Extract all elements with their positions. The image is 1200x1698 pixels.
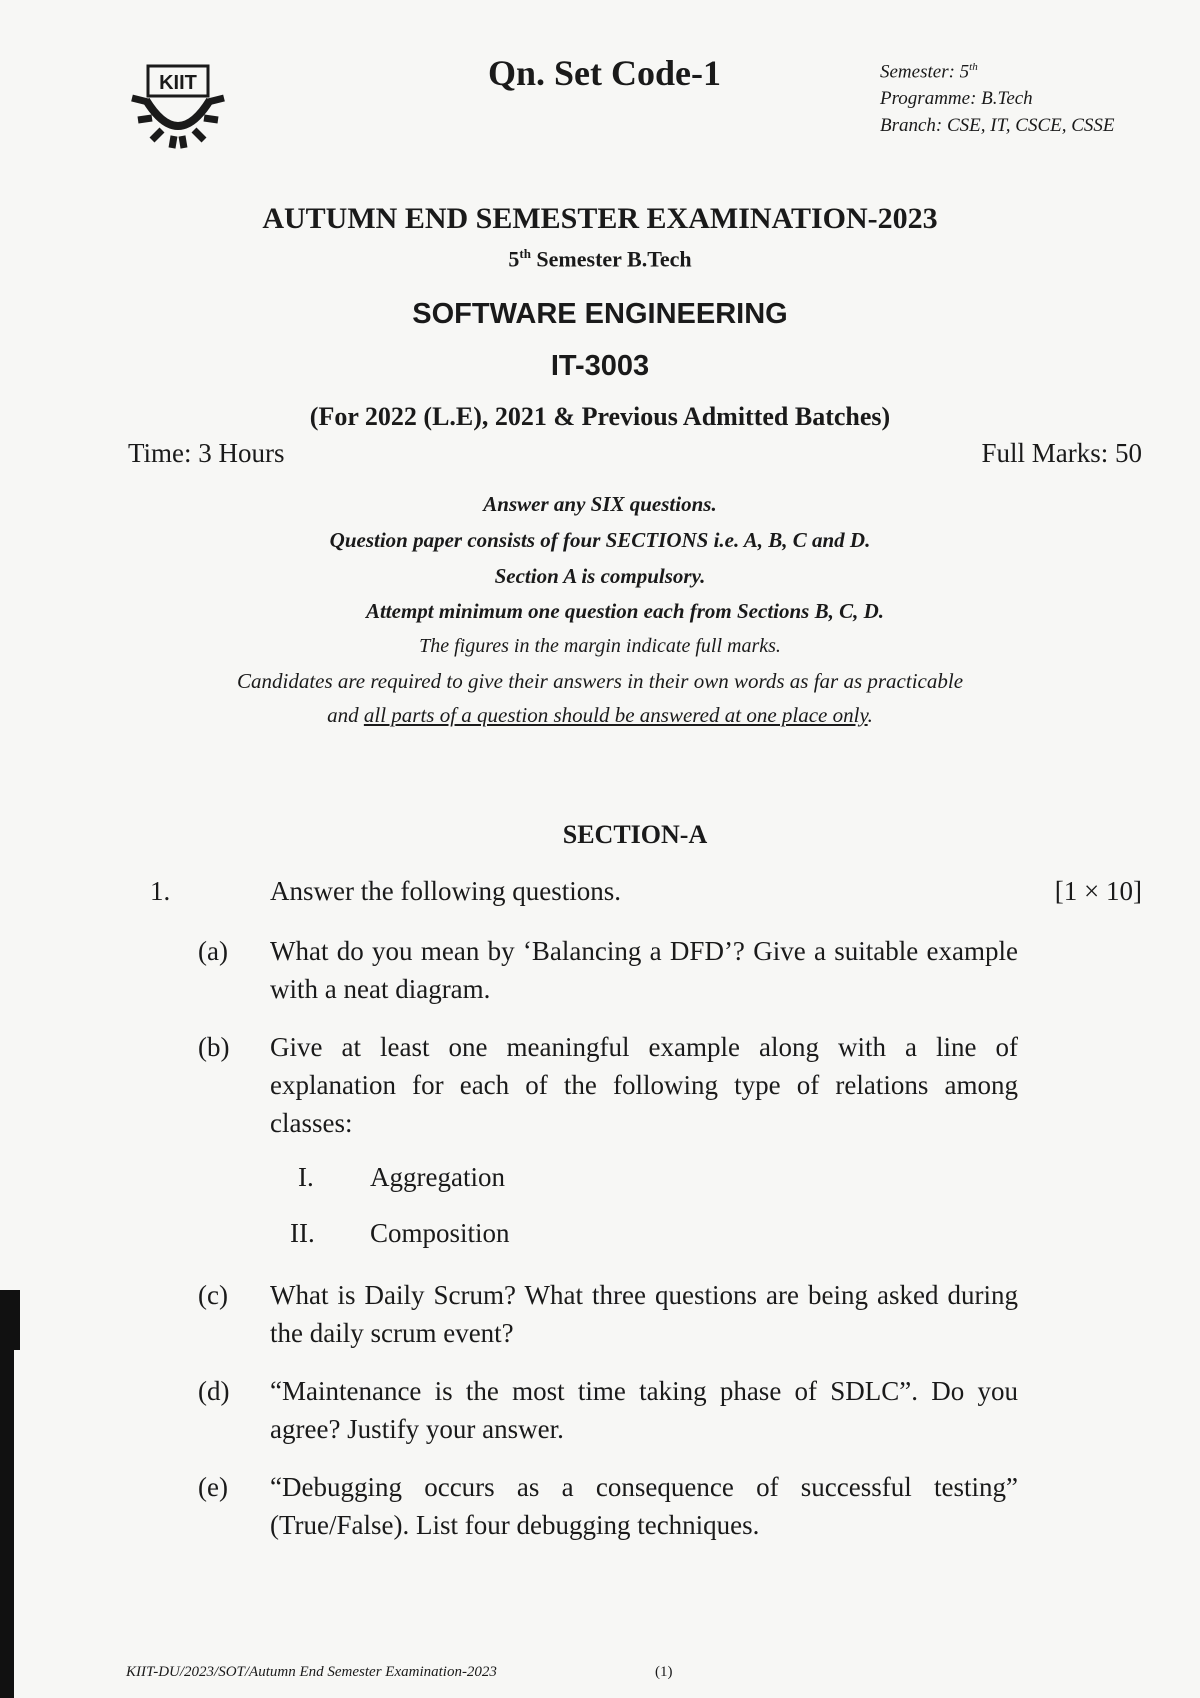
- part-text: What is Daily Scrum? What three questions are being asked during the daily scrum event?: [270, 1280, 1018, 1348]
- part-label: (a): [198, 936, 228, 966]
- question-part: [198, 1372, 1018, 1448]
- part-label: (b): [198, 1032, 230, 1062]
- batches-line: (For 2022 (L.E), 2021 & Previous Admitted Batches): [309, 402, 891, 431]
- sub-item-text: Composition: [370, 1218, 510, 1248]
- footer-text: KIIT-DU/2023/SOT/Autumn End Semester Examination-2023: [126, 1664, 497, 1680]
- course-meta: [880, 54, 1115, 139]
- question-part: [198, 1276, 1018, 1352]
- instruction-line: Candidates are required to give their answers in their own words as far as practicable: [236, 669, 964, 693]
- exam-title: AUTUMN END SEMESTER EXAMINATION-2023: [262, 202, 938, 235]
- instruction-line: Answer any SIX questions.: [483, 492, 717, 516]
- subject-code: IT-3003: [550, 350, 650, 382]
- full-marks: Full Marks: 50: [981, 438, 1142, 468]
- scan-edge-mark: [0, 1290, 20, 1350]
- instruction-line: Section A is compulsory.: [494, 564, 706, 588]
- kiit-logo-icon: [128, 62, 228, 152]
- part-text: “Debugging occurs as a consequence of successful testing” (True/False). List four debugging techniques.: [270, 1472, 1018, 1540]
- section-heading: SECTION-A: [562, 820, 708, 849]
- part-text: “Maintenance is the most time taking phase of SDLC”. Do you agree? Justify your answer.: [270, 1376, 1018, 1444]
- subject-title: SOFTWARE ENGINEERING: [412, 298, 788, 330]
- sub-item-number: I.: [298, 1162, 314, 1192]
- instruction-line: and all parts of a question should be answered at one place only.: [327, 703, 873, 727]
- sub-item-number: II.: [290, 1218, 315, 1248]
- exam-time: Time: 3 Hours: [128, 438, 285, 468]
- semester-label: Semester: 5th: [880, 61, 978, 83]
- semester-line: 5th Semester B.Tech: [508, 246, 692, 272]
- question-part: [198, 932, 1018, 1008]
- part-label: (c): [198, 1280, 228, 1310]
- question-marks: [1 × 10]: [1054, 876, 1142, 906]
- instruction-line: The figures in the margin indicate full marks.: [419, 635, 781, 657]
- question-number: 1.: [150, 876, 171, 906]
- instruction-line: Attempt minimum one question each from Sections B, C, D.: [365, 599, 885, 623]
- scan-edge-shadow: [0, 1300, 14, 1698]
- part-label: (d): [198, 1376, 230, 1406]
- page-number: (1): [655, 1664, 673, 1680]
- sub-item-text: Aggregation: [370, 1162, 505, 1192]
- part-text: Give at least one meaningful example along with a line of explanation for each of the following type of relations among classes:: [270, 1032, 1018, 1138]
- question-part: [198, 1468, 1018, 1544]
- question-part: [198, 1028, 1018, 1142]
- question-set-code: Qn. Set Code-1: [488, 53, 721, 93]
- logo-text: KIIT: [159, 72, 197, 94]
- question-text: Answer the following questions.: [270, 876, 621, 906]
- branch-label: Branch: CSE, IT, CSCE, CSSE: [880, 115, 1115, 137]
- instruction-line: Question paper consists of four SECTIONS i.e. A, B, C and D.: [329, 528, 871, 552]
- part-label: (e): [198, 1472, 228, 1502]
- part-text: What do you mean by ‘Balancing a DFD’? Give a suitable example with a neat diagram.: [270, 936, 1018, 1004]
- programme-label: Programme: B.Tech: [880, 88, 1033, 110]
